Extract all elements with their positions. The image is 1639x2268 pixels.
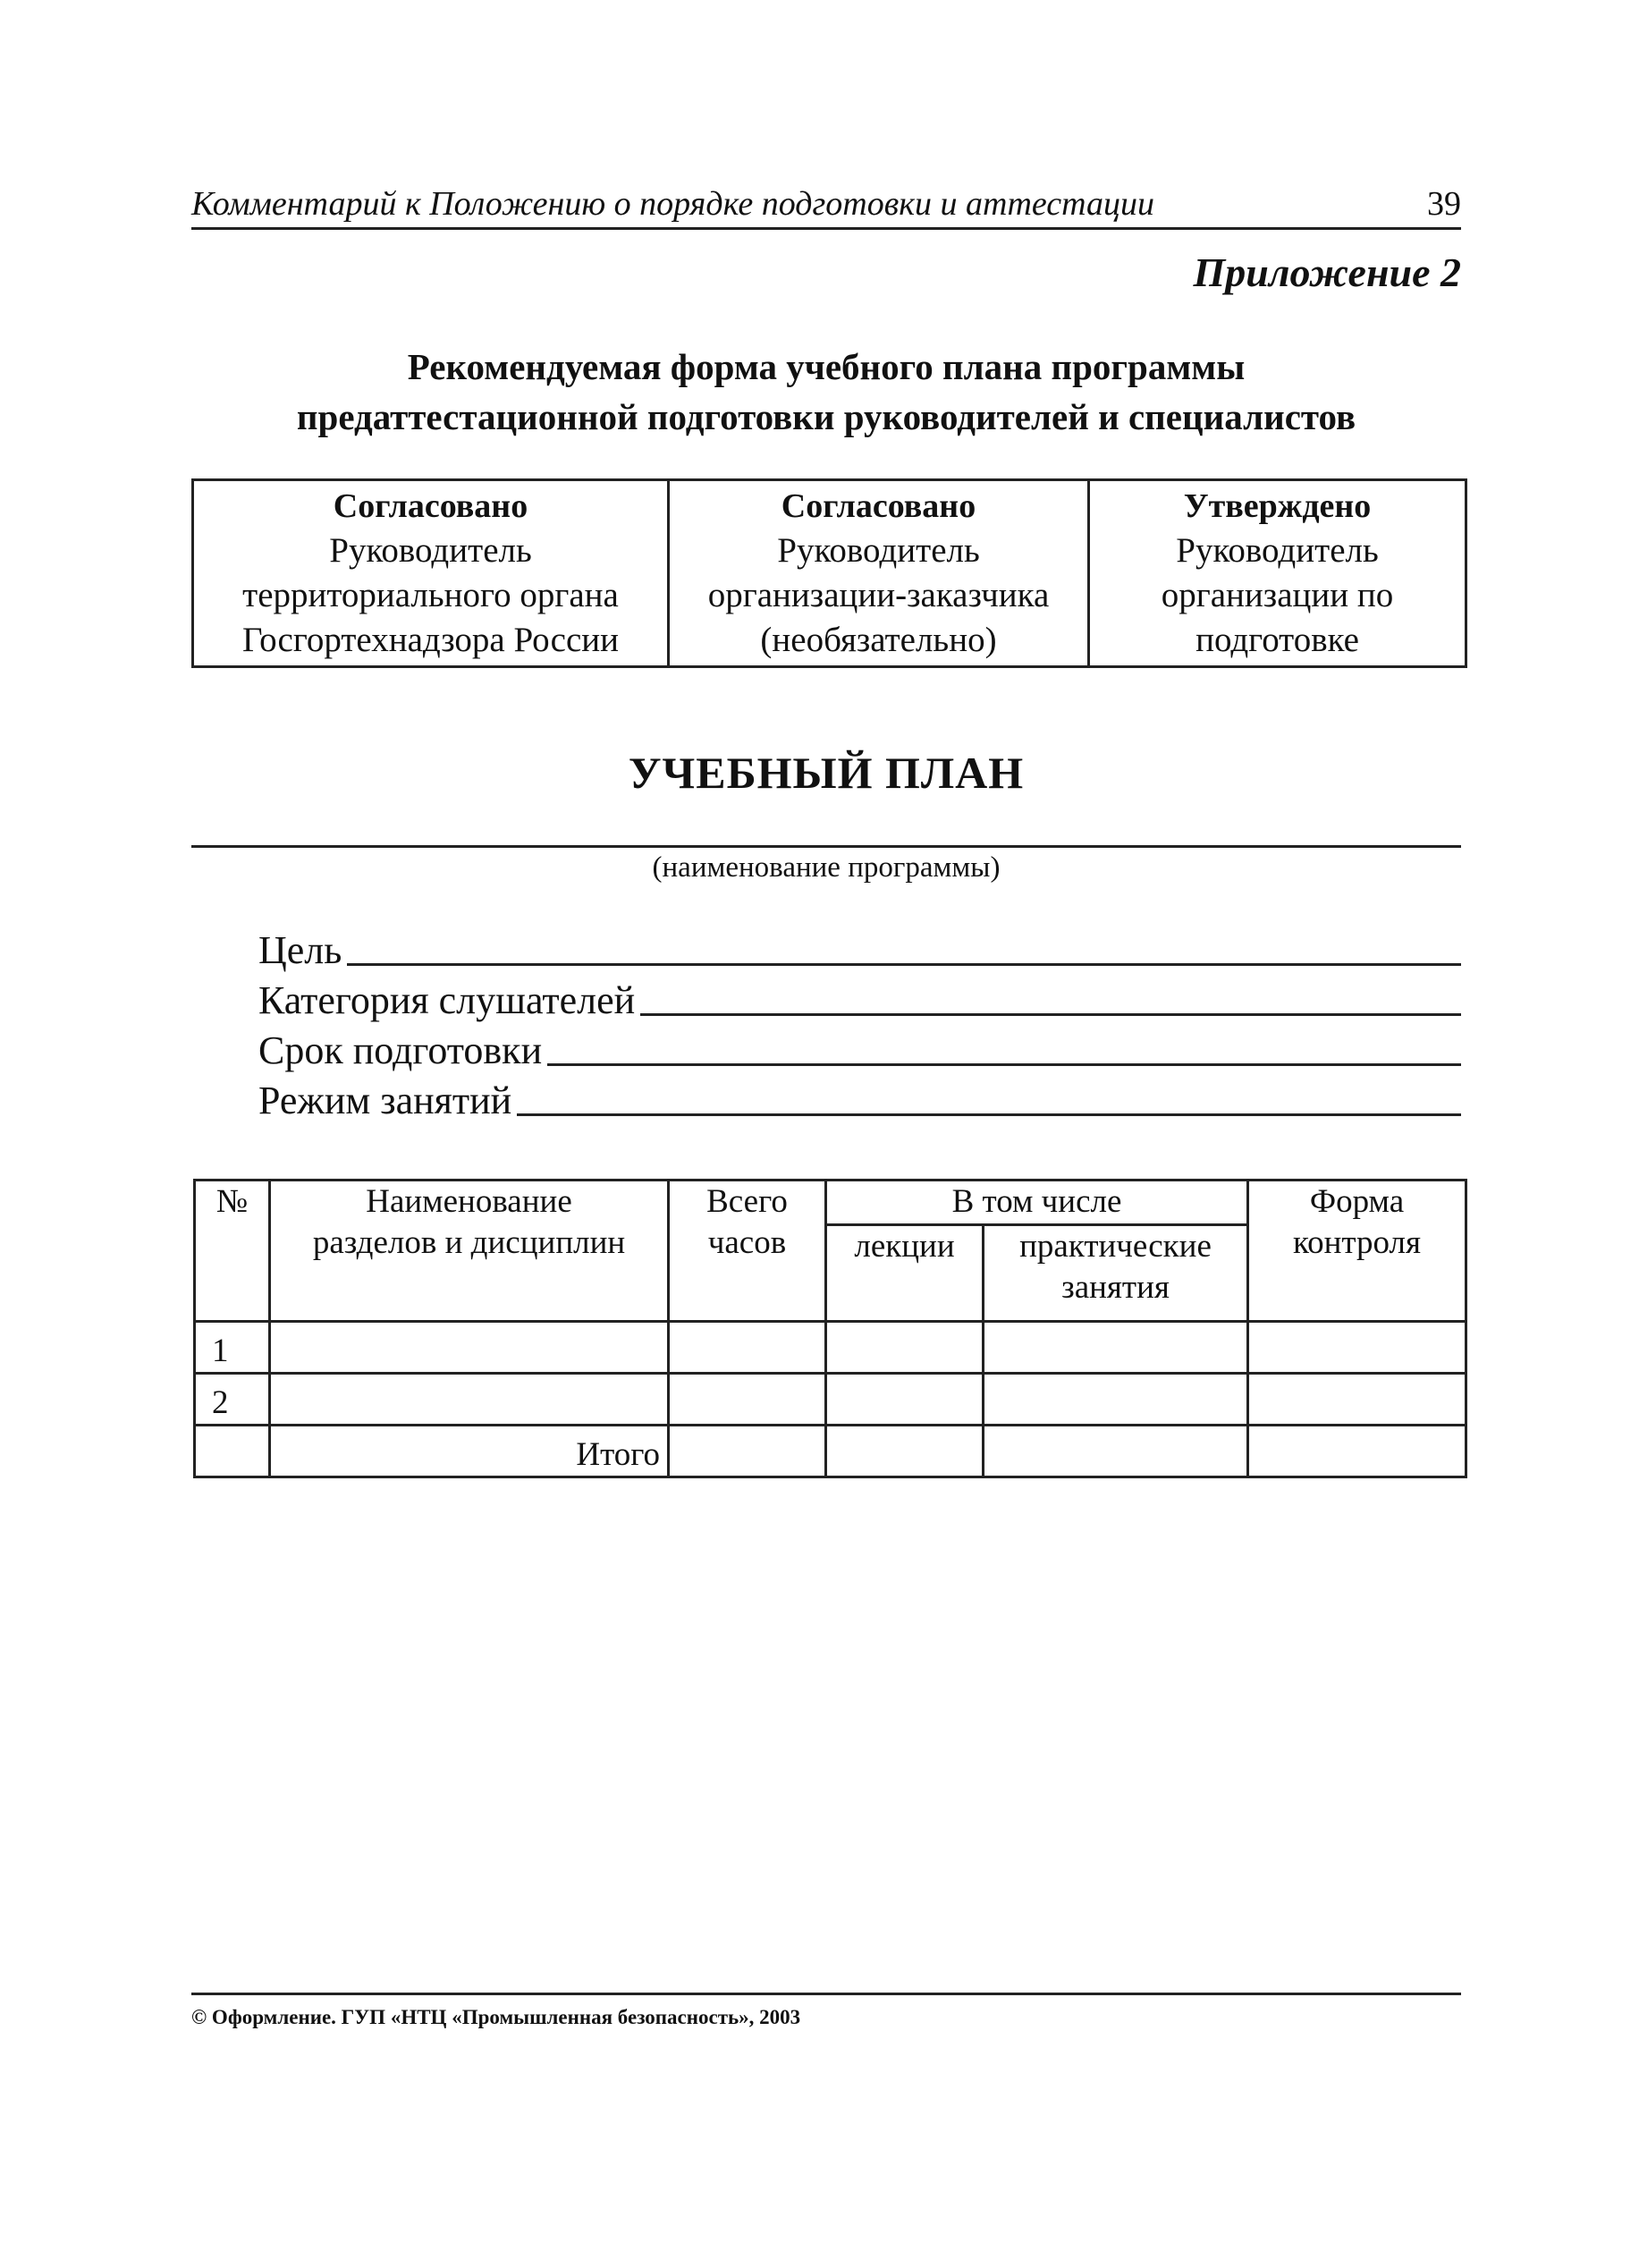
table-total-row — [195, 1426, 1466, 1477]
row-number: 2 — [195, 1374, 270, 1426]
field-category — [258, 973, 1461, 1023]
col-header-name-line: разделов и дисциплин — [312, 1224, 626, 1261]
approval-cell-customer — [669, 480, 1089, 667]
document-title-line-1: Рекомендуемая форма учебного плана программы — [407, 346, 1246, 387]
approval-stamp: Согласовано — [781, 487, 976, 525]
field-duration-label: Срок подготовки — [258, 1028, 543, 1072]
table-cell — [984, 1322, 1248, 1374]
table-cell — [270, 1322, 669, 1374]
field-goal-line — [347, 963, 1461, 966]
approval-line: Руководитель — [1176, 531, 1379, 570]
col-header-total — [669, 1181, 826, 1322]
approval-line: подготовке — [1195, 621, 1359, 659]
plan-heading: УЧЕБНЫЙ ПЛАН — [628, 748, 1025, 798]
program-name-caption: (наименование программы) — [652, 851, 1001, 884]
table-cell — [669, 1322, 826, 1374]
col-header-practice — [984, 1225, 1248, 1322]
field-goal — [258, 923, 1461, 973]
field-category-label: Категория слушателей — [258, 978, 636, 1022]
col-header-number: № — [195, 1181, 270, 1322]
col-header-practice-line: практические — [1019, 1228, 1212, 1265]
col-header-control-line: Форма — [1309, 1183, 1405, 1220]
plan-fields — [258, 923, 1461, 1123]
col-header-control-line: контроля — [1293, 1224, 1422, 1261]
field-schedule-line — [517, 1113, 1461, 1116]
table-cell — [1248, 1426, 1466, 1477]
col-header-practice-line: занятия — [1061, 1269, 1170, 1306]
approval-stamp: Утверждено — [1183, 487, 1372, 525]
approval-line: организации по — [1161, 576, 1394, 614]
document-title — [191, 342, 1461, 442]
table-cell — [826, 1426, 984, 1477]
appendix-label: Приложение 2 — [1193, 250, 1461, 295]
table-cell — [669, 1374, 826, 1426]
field-duration — [258, 1023, 1461, 1073]
field-duration-line — [547, 1063, 1461, 1066]
col-header-lectures: лекции — [826, 1225, 984, 1322]
approval-table — [191, 478, 1467, 668]
field-goal-label: Цель — [258, 928, 342, 972]
col-header-name-line: Наименование — [366, 1183, 572, 1220]
approval-line: Руководитель — [329, 531, 532, 570]
row-number: 1 — [195, 1322, 270, 1374]
table-cell — [984, 1374, 1248, 1426]
table-row — [195, 1374, 1466, 1426]
col-header-control — [1248, 1181, 1466, 1322]
plan-table — [193, 1179, 1467, 1478]
footer-rule — [191, 1993, 1461, 1995]
approval-line: (необязательно) — [760, 621, 997, 659]
approval-cell-training-org — [1089, 480, 1466, 667]
footer-copyright: © Оформление. ГУП «НТЦ «Промышленная безопасность», 2003 — [191, 2006, 801, 2028]
approval-line: территориального органа — [242, 576, 619, 614]
table-cell — [1248, 1374, 1466, 1426]
table-cell — [1248, 1322, 1466, 1374]
col-header-total-line: Всего — [706, 1183, 788, 1220]
approval-line: организации-заказчика — [707, 576, 1050, 614]
table-cell — [270, 1374, 669, 1426]
table-cell — [669, 1426, 826, 1477]
col-header-name — [270, 1181, 669, 1322]
document-title-line-2: предаттестационной подготовки руководителей и специалистов — [296, 396, 1356, 437]
running-title: Комментарий к Положению о порядке подготовки и аттестации — [191, 185, 1155, 223]
field-category-line — [640, 1013, 1461, 1016]
page-number: 39 — [1427, 185, 1461, 223]
approval-line: Госгортехнадзора России — [241, 621, 620, 659]
approval-line: Руководитель — [777, 531, 980, 570]
col-header-including: В том числе — [826, 1181, 1248, 1225]
table-cell — [984, 1426, 1248, 1477]
total-label: Итого — [270, 1426, 669, 1477]
table-cell — [195, 1426, 270, 1477]
approval-stamp: Согласовано — [333, 487, 528, 525]
field-schedule — [258, 1073, 1461, 1123]
table-row — [195, 1322, 1466, 1374]
table-cell — [826, 1322, 984, 1374]
table-cell — [826, 1374, 984, 1426]
page-header — [191, 181, 1461, 230]
approval-cell-territorial — [193, 480, 669, 667]
program-name-line — [191, 845, 1461, 848]
field-schedule-label: Режим занятий — [258, 1079, 512, 1122]
col-header-total-line: часов — [707, 1224, 787, 1261]
